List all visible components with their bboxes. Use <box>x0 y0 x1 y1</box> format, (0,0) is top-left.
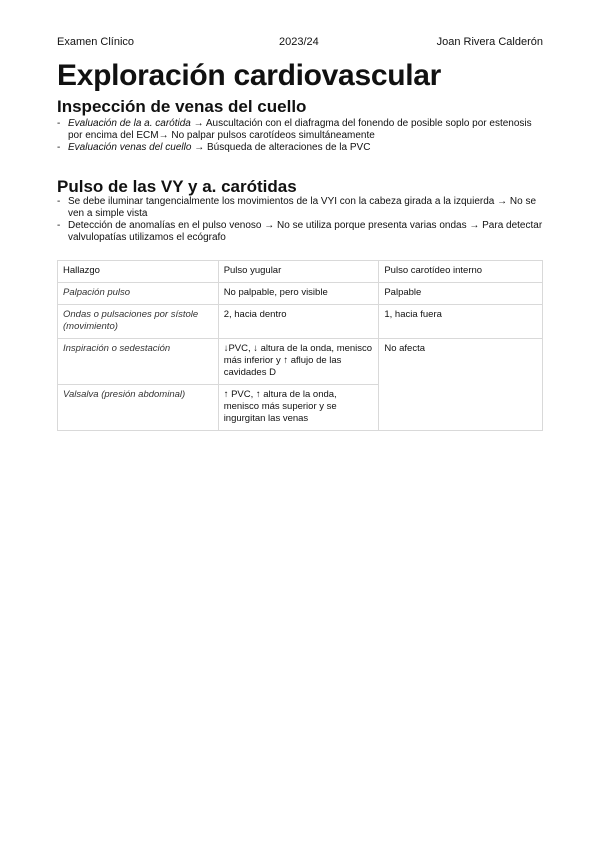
table-cell: ↓PVC, ↓ altura de la onda, menisco más inferior y ↑ aflujo de las cavidades D <box>218 339 379 385</box>
header-year: 2023/24 <box>279 36 319 48</box>
table-cell: Ondas o pulsaciones por sístole (movimiento) <box>58 305 219 339</box>
list-item: - Se debe iluminar tangencialmente los movimientos de la VYI con la cabeza girada a la izquierda → No se ven a simple vista <box>57 196 543 220</box>
column-header-carotid: Pulso carotídeo interno <box>379 261 543 283</box>
section-heading-pulse: Pulso de las VY y a. carótidas <box>57 177 297 196</box>
table-cell: No afecta <box>379 339 543 431</box>
table-cell: Inspiración o sedestación <box>58 339 219 385</box>
column-header-finding: Hallazgo <box>58 261 219 283</box>
table-cell: 1, hacia fuera <box>379 305 543 339</box>
table-cell: Palpable <box>379 283 543 305</box>
table-header-row <box>58 261 543 283</box>
table-row <box>58 339 543 385</box>
pulse-list <box>57 196 543 244</box>
table-cell: No palpable, pero visible <box>218 283 379 305</box>
table-cell: ↑ PVC, ↑ altura de la onda, menisco más superior y se ingurgitan las venas <box>218 385 379 431</box>
list-item-term: Evaluación venas del cuello <box>68 142 192 153</box>
list-item <box>57 118 543 142</box>
header-author: Joan Rivera Calderón <box>436 36 543 48</box>
section-heading-inspection: Inspección de venas del cuello <box>57 97 307 116</box>
list-item-text: → Auscultación con el diafragma del fonendo de posible soplo por estenosis por encima del ECM→ No palpar pulsos carotídeos simultáneamente <box>68 118 532 141</box>
findings-table <box>57 260 543 431</box>
inspection-list <box>57 118 543 154</box>
table-cell: Valsalva (presión abdominal) <box>58 385 219 431</box>
table-cell: Palpación pulso <box>58 283 219 305</box>
list-item-term: Evaluación de la a. carótida <box>68 118 191 129</box>
page-header <box>57 36 543 50</box>
column-header-jugular: Pulso yugular <box>218 261 379 283</box>
page-title: Exploración cardiovascular <box>57 59 442 92</box>
table-cell: 2, hacia dentro <box>218 305 379 339</box>
table-row <box>58 283 543 305</box>
list-item <box>57 142 543 154</box>
table-row <box>58 305 543 339</box>
list-item: - Detección de anomalías en el pulso venoso → No se utiliza porque presenta varias ondas → Para detectar valvulopatías utilizamos el ecógrafo <box>57 220 543 244</box>
list-item-text: → Búsqueda de alteraciones de la PVC <box>191 142 371 153</box>
header-course: Examen Clínico <box>57 36 135 48</box>
